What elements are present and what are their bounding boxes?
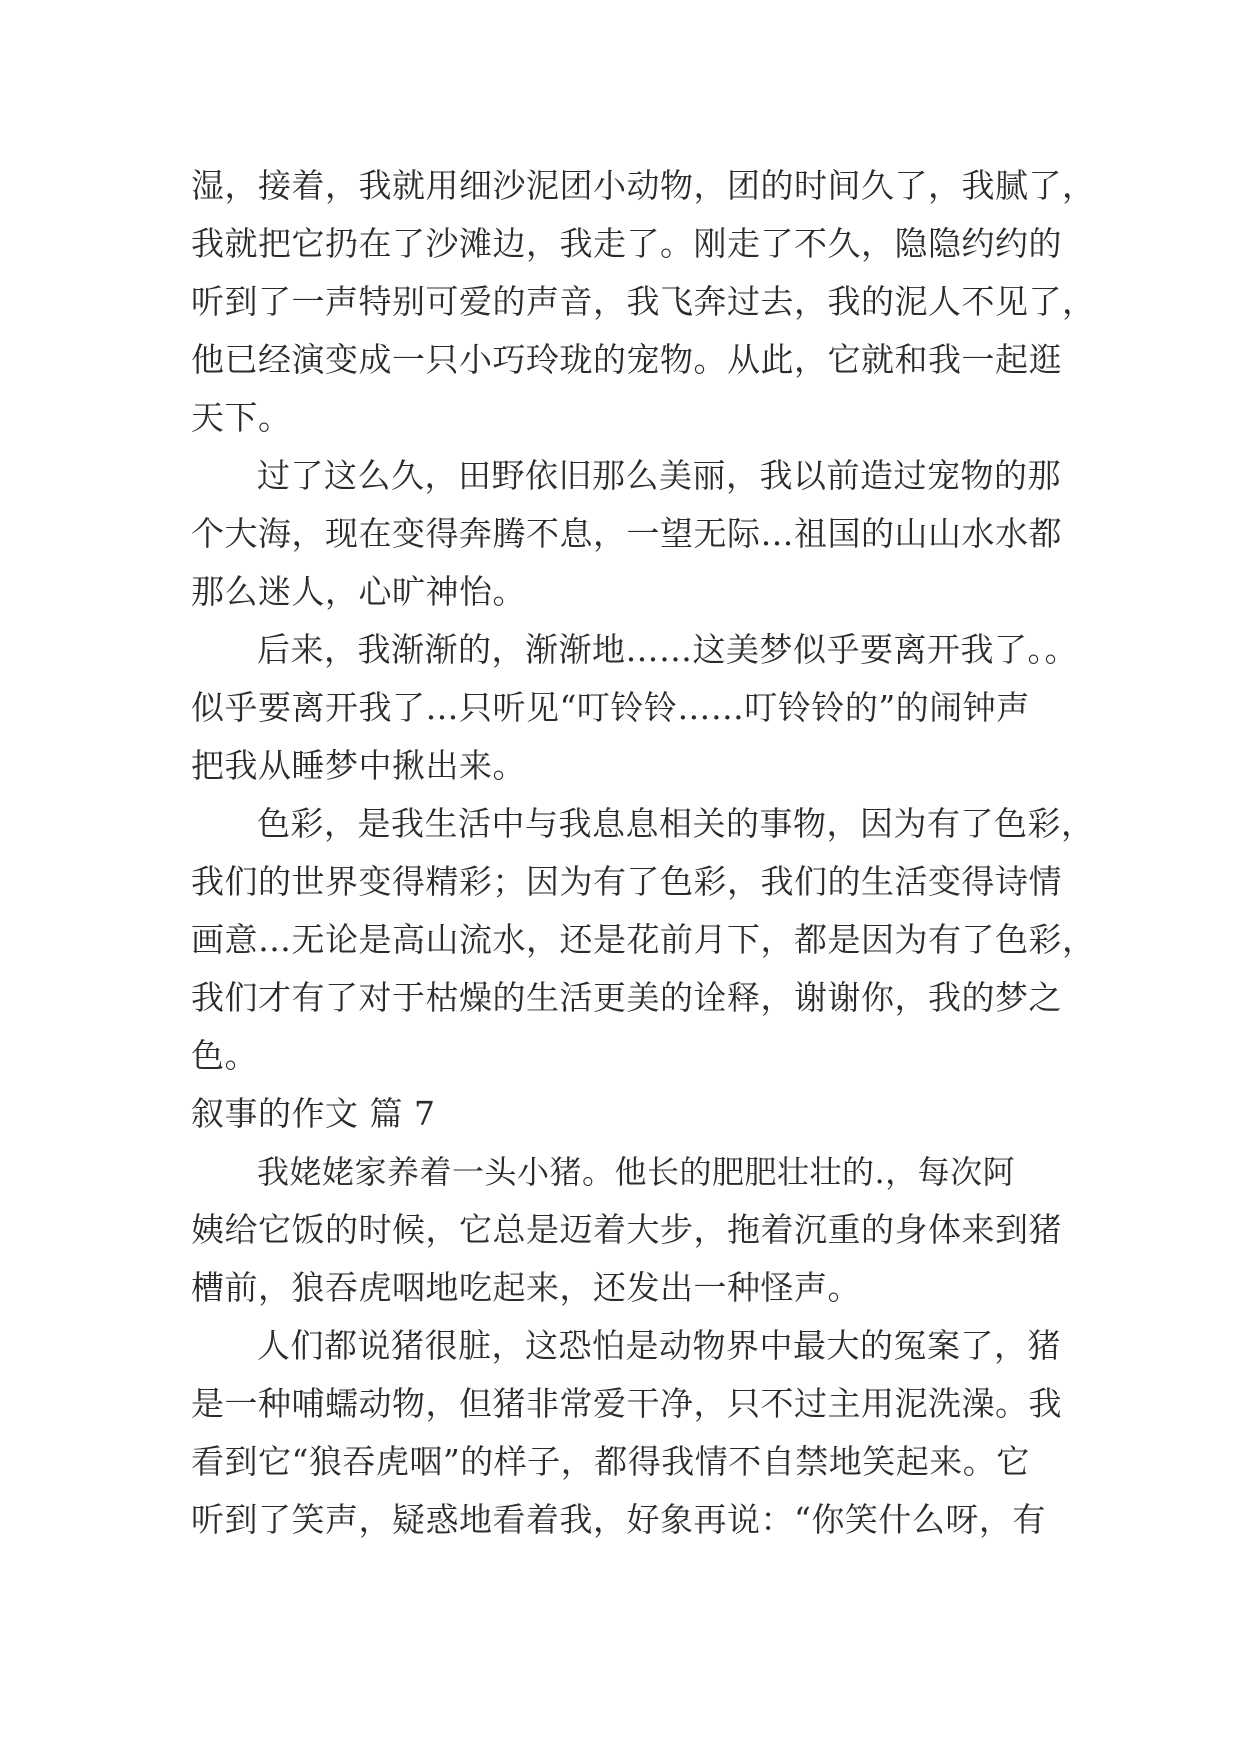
text-line: 天下。 — [191, 398, 292, 437]
text-line: 我们才有了对于枯燥的生活更美的诠释，谢谢你，我的梦之 — [191, 978, 1062, 1017]
paragraph-first-line: 人们都说猪很脏，这恐怕是动物界中最大的冤案了，猪 — [257, 1326, 1061, 1365]
text-line: 那么迷人，心旷神怡。 — [191, 572, 526, 611]
text-line: 是一种哺蠕动物，但猪非常爱干净，只不过主用泥洗澡。我 — [191, 1384, 1062, 1423]
text-line: 个大海，现在变得奔腾不息，一望无际…祖国的山山水水都 — [191, 514, 1062, 553]
text-line: 听到了一声特别可爱的声音，我飞奔过去，我的泥人不见了， — [191, 282, 1096, 321]
text-line: 似乎要离开我了…只听见“叮铃铃……叮铃铃的”的闹钟声 — [191, 688, 1030, 727]
text-line: 他已经演变成一只小巧玲珑的宠物。从此，它就和我一起逛 — [191, 340, 1062, 379]
text-line: 看到它“狼吞虎咽”的样子，都得我情不自禁地笑起来。它 — [191, 1442, 1030, 1481]
section-heading: 叙事的作文 篇 7 — [191, 1094, 436, 1133]
paragraph-first-line: 我姥姥家养着一头小猪。他长的肥肥壮壮的.，每次阿 — [257, 1153, 1016, 1191]
paragraph-first-line: 后来，我渐渐的，渐渐地……这美梦似乎要离开我了。。 — [257, 630, 1078, 669]
text-line: 槽前，狼吞虎咽地吃起来，还发出一种怪声。 — [191, 1268, 861, 1307]
paragraph-first-line: 色彩，是我生活中与我息息相关的事物，因为有了色彩， — [257, 804, 1095, 843]
paragraph-first-line: 过了这么久，田野依旧那么美丽，我以前造过宠物的那 — [257, 456, 1061, 495]
text-line: 听到了笑声，疑惑地看着我，好象再说：“你笑什么呀，有 — [191, 1500, 1046, 1539]
text-line: 画意…无论是高山流水，还是花前月下，都是因为有了色彩， — [191, 920, 1096, 959]
text-line: 把我从睡梦中揪出来。 — [191, 746, 526, 785]
text-line: 我们的世界变得精彩；因为有了色彩，我们的生活变得诗情 — [191, 862, 1062, 901]
text-line: 湿，接着，我就用细沙泥团小动物，团的时间久了，我腻了， — [191, 166, 1096, 205]
text-line: 姨给它饭的时候，它总是迈着大步，拖着沉重的身体来到猪 — [191, 1210, 1062, 1249]
text-line: 我就把它扔在了沙滩边，我走了。刚走了不久，隐隐约约的 — [191, 224, 1062, 263]
text-line: 色。 — [191, 1036, 258, 1075]
